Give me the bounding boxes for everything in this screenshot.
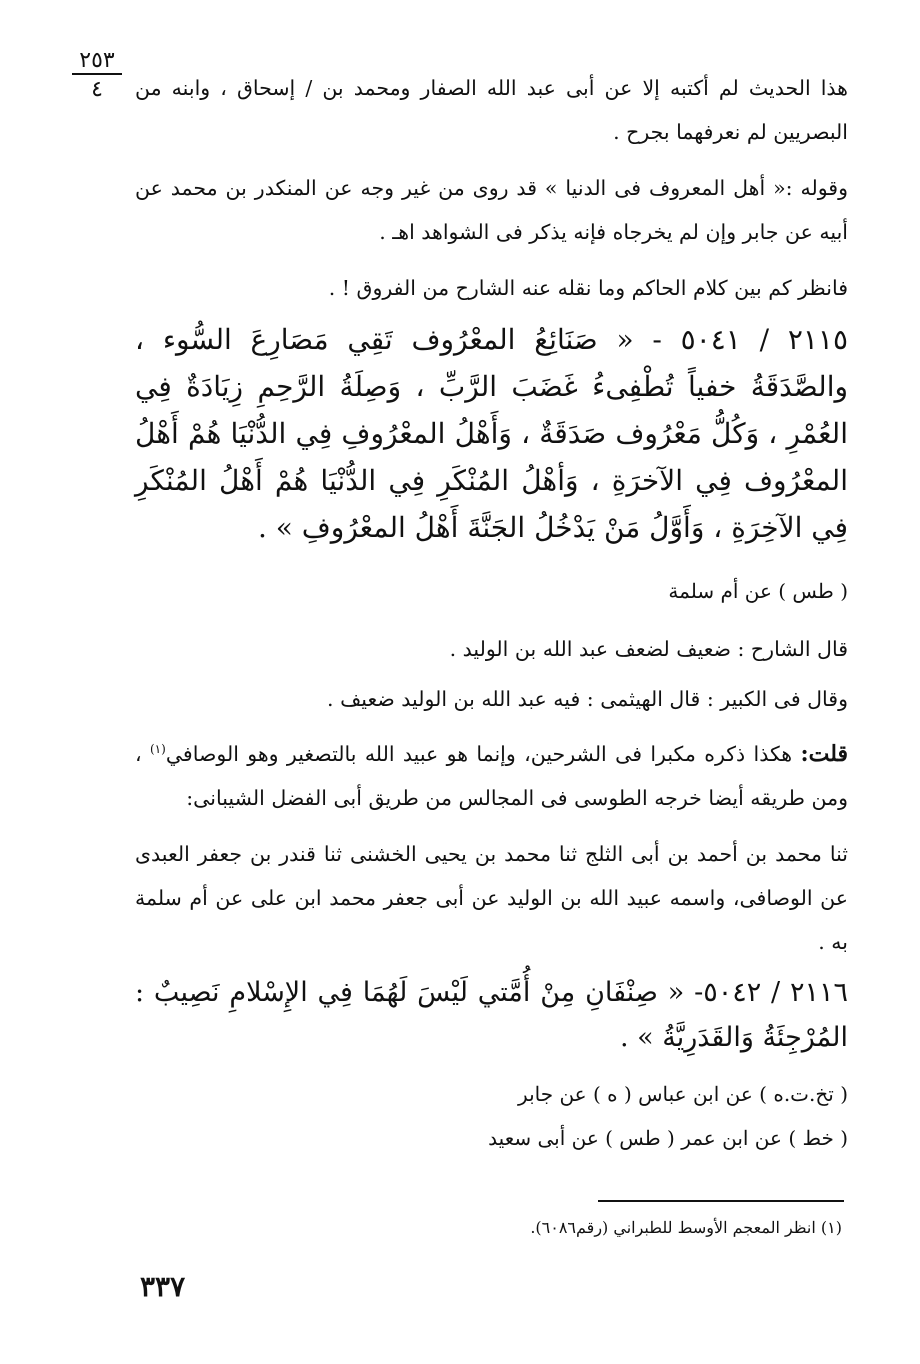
hadith-2116-source-2: ( خط ) عن ابن عمر ( طس ) عن أبى سعيد [488, 1125, 848, 1150]
margin-reference [72, 48, 122, 103]
page-number: ٣٣٧ [140, 1270, 186, 1303]
hadith-2116-source-1: ( تخ.ت.ه ) عن ابن عباس ( ه ) عن جابر [518, 1081, 848, 1106]
paragraph-quote-comment: وقوله :« أهل المعروف فى الدنيا » قد روى من غير وجه عن المنكدر بن محمد عن أبيه عن جابر وإن لم يخرجاه فإنه يذكر فى الشواهد اهـ . [135, 176, 848, 244]
qultu-text-b: ، ومن طريقه أيضا خرجه الطوسى فى المجالس من طريق أبى الفضل الشيبانى: [135, 741, 848, 810]
paragraph-sharih: قال الشارح : ضعيف لضعف عبد الله بن الوليد . [449, 637, 848, 661]
qultu-lead: قلت: [800, 740, 848, 767]
paragraph-isnad: ثنا محمد بن أحمد بن أبى الثلج ثنا محمد بن يحيى الخشنى ثنا قندر بن جعفر العبدى عن الوصافى، واسمه عبيد الله بن الوليد عن أبى جعفر محمد ابن على عن أم سلمة به . [135, 841, 848, 954]
hadith-2116: ٢١١٦ / ٥٠٤٢- « صِنْفَانِ مِنْ أُمَّتي لَيْسَ لَهُمَا فِي الإِسْلامِ نَصِيبٌ : المُرْجِئَةُ وَالقَدَرِيَّةُ » . [135, 976, 849, 1053]
paragraph-hadith-comment: هذا الحديث لم أكتبه إلا عن أبى عبد الله الصفار ومحمد بن / إسحاق ، وابنه من البصريين لم نعرفهما بجرح . [135, 76, 848, 144]
margin-ref-top: ٢٥٣ [79, 48, 115, 73]
margin-ref-bottom: ٤ [72, 73, 122, 102]
paragraph-qultu [135, 727, 848, 820]
qultu-text-a: هكذا ذكره مكبرا فى الشرحين، وإنما هو عبيد الله بالتصغير وهو الوصافي [165, 741, 801, 766]
hadith-2115: ٢١١٥ / ٥٠٤١ - « صَنَائِعُ المعْرُوف تَقِي مَصَارِعَ السُّوء ، والصَّدَقَةُ خفياً تُطْفِىءُ غَضَبَ الرَّبِّ ، وَصِلَةُ الرَّحِمِ زِيَادَةٌ فِي العُمْرِ ، وَكُلُّ مَعْرُوف صَدَقَةٌ ، وَأَهْلُ المعْرُوفِ فِي الدُّنْيَا هُمْ أَهْلُ المعْرُوف فِي الآخرَةِ ، وَأهْلُ المُنْكَرِ فِي الدُّنْيَا هُمْ أَهْلُ المُنْكَرِ فِي الآخِرَةِ ، وَأَوَّلُ مَنْ يَدْخُلُ الجَنَّةَ أَهْلُ المعْرُوفِ » . [135, 323, 848, 544]
hadith-2115-source: ( طس ) عن أم سلمة [668, 579, 848, 603]
paragraph-remark: فانظر كم بين كلام الحاكم وما نقله عنه الشارح من الفروق ! . [328, 276, 848, 300]
footnote: (١) انظر المعجم الأوسط للطبراني (رقم٦٠٨٦). [530, 1218, 842, 1237]
page-body [135, 66, 848, 1160]
footnote-divider [598, 1200, 844, 1202]
footnote-marker[interactable]: (١) [149, 742, 166, 756]
paragraph-kabir: وقال فى الكبير : قال الهيثمى : فيه عبد الله بن الوليد ضعيف . [327, 687, 848, 711]
